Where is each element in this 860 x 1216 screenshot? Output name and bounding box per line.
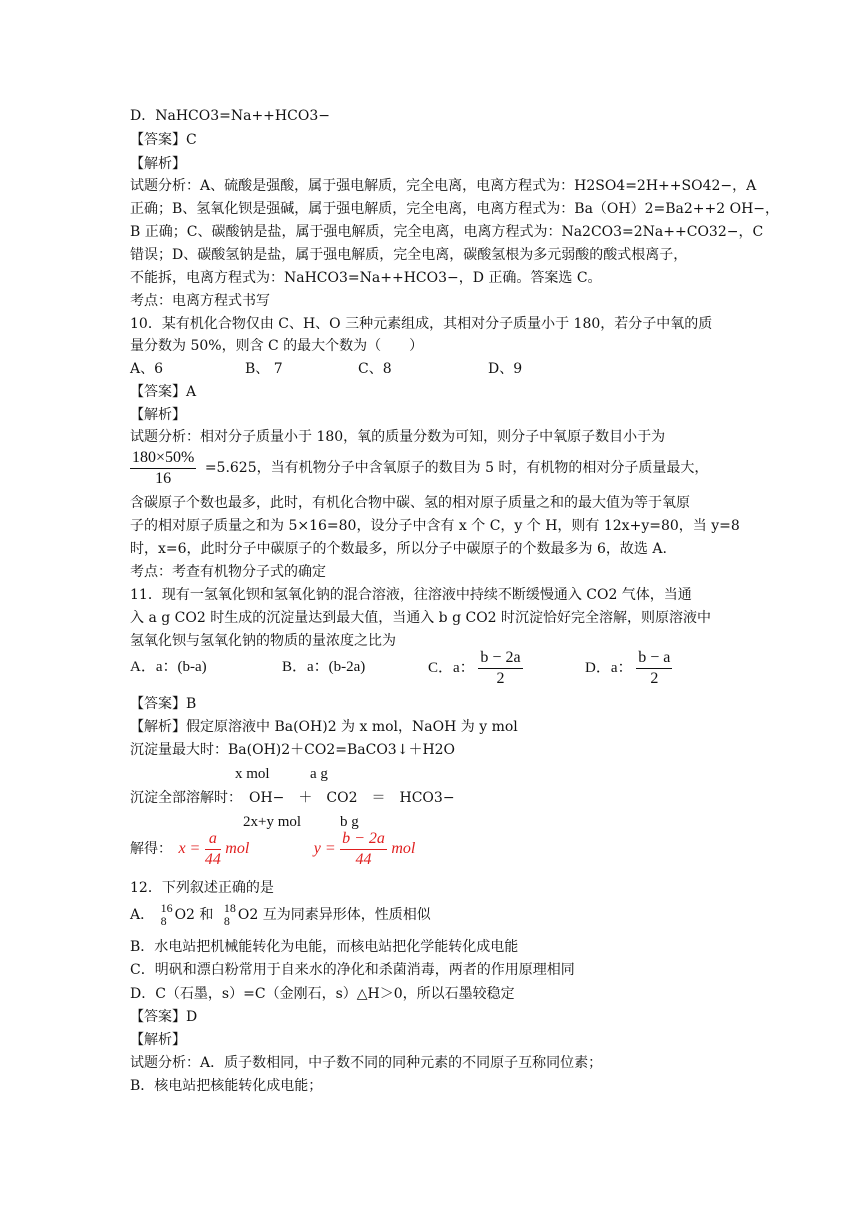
option-c: C．明矾和漂白粉常用于自来水的净化和杀菌消毒，两者的作用原理相同: [130, 962, 575, 978]
text-line: 错误；D、碳酸氢钠是盐，属于强电解质，完全电离，碳酸氢根为多元弱酸的酸式根离子，: [130, 247, 688, 263]
question-10: 10．某有机化合物仅由 C、H、O 三种元素组成，其相对分子质量小于 180，若分子中氧的质: [130, 316, 713, 332]
option-a: [130, 900, 431, 930]
option-d: [585, 645, 672, 691]
question-12: 12．下列叙述正确的是: [130, 880, 274, 896]
text-line: B 正确；C、碳酸钠是盐，属于强电解质，完全电离，电离方程式为：Na2CO3=2Na++CO32−，C: [130, 224, 764, 240]
text-line: 试题分析：A．质子数相同，中子数不同的同种元素的不同原子互称同位素；: [130, 1055, 603, 1071]
option-b: B．水电站把机械能转化为电能，而核电站把化学能转化成电能: [130, 939, 519, 955]
text-line: B．核电站把核能转化成电能；: [130, 1078, 323, 1094]
fraction-numerator: a: [205, 829, 221, 850]
isotope-notation: [222, 902, 238, 928]
fraction: [340, 829, 387, 870]
solution-x: x =: [178, 840, 201, 857]
option-b: B．a：(b-2a): [282, 659, 366, 675]
solution-y: y =: [313, 840, 336, 857]
fraction-line: [130, 445, 708, 491]
topic-line: 考点：电离方程式书写: [130, 293, 270, 309]
text-line: 氢氧化钡与氢氧化钠的物质的量浓度之比为: [130, 633, 396, 649]
fraction-denominator: 44: [204, 850, 221, 868]
fraction-numerator: 180×50%: [130, 448, 196, 469]
equation-line: 沉淀全部溶解时： OH− ＋ CO2 ＝ HCO3−: [130, 790, 455, 806]
atomic-number: 8: [160, 914, 167, 928]
equation-annotation: b g: [340, 814, 359, 830]
text-line: 【解析】假定原溶液中 Ba(OH)2 为 x mol，NaOH 为 y mol: [130, 719, 518, 735]
option-c-label: C．a：: [428, 660, 475, 676]
option-c: C、8: [358, 361, 392, 377]
atomic-number: 8: [223, 914, 230, 928]
fraction-numerator: b − 2a: [478, 648, 522, 669]
fraction: [205, 829, 221, 870]
solution-line: [130, 824, 415, 874]
analysis-label: 【解析】: [130, 156, 186, 172]
text-line: 不能拆，电离方程式为：NaHCO3=Na++HCO3−，D 正确。答案选 C。: [130, 270, 602, 286]
solution-label: 解得：: [130, 841, 172, 857]
fraction: [130, 448, 196, 489]
text-line: 子的相对原子质量之和为 5×16=80，设分子中含有 x 个 C，y 个 H，则有 12x+y=80，当 y=8: [130, 518, 740, 534]
unit: mol: [391, 840, 416, 857]
equation-line: 沉淀量最大时：Ba(OH)2＋CO2=BaCO3↓＋H2O: [130, 742, 456, 758]
topic-line: 考点：考查有机物分子式的确定: [130, 564, 326, 580]
text-line: 时，x=6，此时分子中碳原子的个数最多，所以分子中碳原子的个数最多为 6，故选 A.: [130, 541, 667, 557]
answer-label: 【答案】B: [130, 696, 197, 712]
text-line: 试题分析：A、硫酸是强酸，属于强电解质，完全电离，电离方程式为：H2SO4=2H++SO42−，A: [130, 178, 757, 194]
option-a: A、6: [130, 361, 164, 377]
option-d-label: D．a：: [585, 660, 633, 676]
text-line: D．NaHCO3=Na++HCO3−: [130, 108, 330, 124]
option-d: D．C（石墨，s）=C（金刚石，s）△H＞0，所以石墨较稳定: [130, 986, 515, 1002]
answer-label: 【答案】C: [130, 132, 197, 148]
option-b: B、 7: [245, 361, 283, 377]
answer-label: 【答案】D: [130, 1009, 198, 1025]
isotope-notation: [159, 902, 175, 928]
equation-annotation: a g: [310, 766, 328, 782]
option-a-label: A．: [130, 907, 155, 923]
text-line: 入 a g CO2 时生成的沉淀量达到最大值，当通入 b g CO2 时沉淀恰好完全溶解，则原溶液中: [130, 610, 712, 626]
text-line: O2 互为同素异形体，性质相似: [237, 907, 431, 923]
text-line: O2 和: [174, 907, 214, 923]
mass-number: 16: [160, 901, 173, 915]
answer-label: 【答案】A: [130, 384, 197, 400]
fraction: [478, 648, 522, 689]
analysis-label: 【解析】: [130, 1032, 186, 1048]
unit: mol: [225, 840, 250, 857]
fraction-denominator: 16: [155, 469, 172, 487]
equation-annotation: 2x+y mol: [243, 814, 302, 830]
fraction-denominator: 2: [650, 670, 659, 688]
mass-number: 18: [223, 901, 236, 915]
fraction-numerator: b − 2a: [340, 829, 387, 850]
text-line: 含碳原子个数也最多，此时，有机化合物中碳、氢的相对原子质量之和的最大值为等于氧原: [130, 495, 690, 511]
fraction-denominator: 44: [355, 850, 372, 868]
equation-annotation: x mol: [235, 766, 270, 782]
text-line: 正确；B、氢氧化钡是强碱，属于强电解质，完全电离，电离方程式为：Ba（OH）2=Ba2++2 OH−，: [130, 201, 780, 217]
analysis-label: 【解析】: [130, 407, 186, 423]
text-line: 试题分析：相对分子质量小于 180，氧的质量分数为可知，则分子中氧原子数目小于为: [130, 429, 666, 445]
fraction-denominator: 2: [496, 670, 505, 688]
fraction: [636, 648, 672, 689]
text-line: 量分数为 50%，则含 C 的最大个数为（ ）: [130, 338, 424, 354]
option-d: D、9: [488, 361, 523, 377]
question-11: 11．现有一氢氧化钡和氢氧化钠的混合溶液，往溶液中持续不断缓慢通入 CO2 气体，当通: [130, 587, 692, 603]
fraction-numerator: b − a: [636, 648, 672, 669]
option-a: A．a：(b-a): [130, 659, 207, 675]
option-c: [428, 645, 523, 691]
text-line: =5.625，当有机物分子中含氧原子的数目为 5 时，有机物的相对分子质量最大，: [204, 460, 709, 476]
